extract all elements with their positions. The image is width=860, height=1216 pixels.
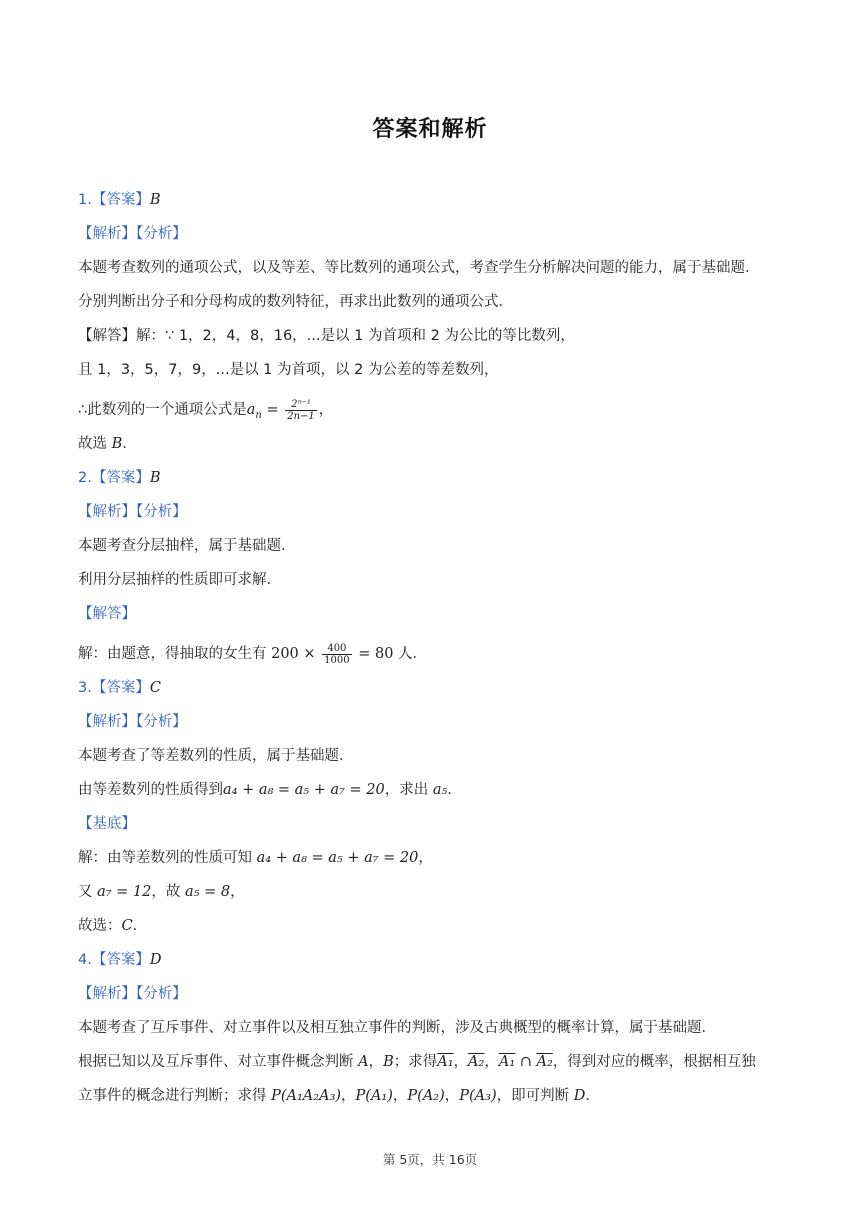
- q1-formula-sub: n: [255, 409, 262, 421]
- q1-fraction-numerator: 2ⁿ⁻¹: [285, 399, 317, 411]
- q1-fraction: [285, 399, 317, 422]
- q2-answer-line: [78, 464, 783, 498]
- q3-choice-prefix: 故选：: [78, 918, 122, 934]
- q3-choice-suffix: ．: [132, 918, 148, 934]
- q1-paragraph: 分别判断出分子和分母构成的数列特征，再求出此数列的通项公式．: [78, 294, 513, 310]
- q3-paragraph: 本题考查了等差数列的性质，属于基础题．: [78, 748, 354, 764]
- q4-text: ；求得: [393, 1054, 438, 1070]
- q4-paragraph: [78, 1048, 783, 1082]
- q4-paragraph: 本题考查了互斥事件、对立事件以及相互独立事件的判断，涉及古典概型的概率计算，属于基础题．: [78, 1020, 716, 1036]
- q2-solution-tag: 【解答】: [78, 606, 136, 622]
- q1-choice-line: [78, 430, 783, 464]
- page-footer: 第 5页，共 16页: [382, 1152, 478, 1167]
- q3-paragraph: [78, 878, 783, 912]
- solutions-body: [78, 186, 783, 1116]
- q1-choice-suffix: ．: [122, 436, 137, 452]
- q4-math: B: [383, 1054, 394, 1070]
- q2-fraction: [322, 643, 351, 666]
- q1-section-tags: 【解析】【分析】: [78, 226, 187, 242]
- q4-paragraph: [78, 1082, 783, 1116]
- q1-formula-line: [78, 390, 783, 430]
- q2-number: 2.: [78, 470, 92, 486]
- q4-math-complement: A₂: [468, 1054, 485, 1070]
- q4-text: ，: [368, 1054, 384, 1070]
- q4-text: 根据已知以及互斥事件、对立事件概念判断: [78, 1054, 359, 1070]
- q4-text: ，即可判断: [496, 1088, 574, 1104]
- q1-paragraph: 【解答】解：∵ 1，2，4，8，16，...是以 1 为首项和 2 为公比的等比数列，: [78, 328, 575, 344]
- q2-fraction-numerator: 400: [322, 643, 351, 655]
- q4-math-complement: A₂: [536, 1054, 553, 1070]
- q4-math: D: [573, 1088, 586, 1104]
- q3-paragraph: [78, 844, 783, 878]
- q4-math-cap: ∩: [515, 1054, 537, 1070]
- q4-section-tags: 【解析】【分析】: [78, 986, 187, 1002]
- q1-number: 1.: [78, 192, 92, 208]
- q2-formula-b: = 80: [353, 646, 394, 662]
- q4-answer: D: [149, 952, 162, 968]
- q3-math: a₄ + a₈ = a₅ + a₇ = 20: [223, 782, 385, 798]
- q1-paragraph: 且 1，3，5，7，9，...是以 1 为首项，以 2 为公差的等差数列，: [78, 362, 499, 378]
- q4-text: ，: [484, 1054, 499, 1070]
- q3-choice: C: [121, 918, 133, 934]
- q4-answer-tag: 【答案】: [91, 952, 150, 968]
- q2-formula-a: 200 ×: [271, 646, 321, 662]
- q2-answer: B: [149, 470, 161, 486]
- q2-paragraph: 本题考查分层抽样，属于基础题．: [78, 538, 296, 554]
- q4-math-complement: A₁: [498, 1054, 516, 1070]
- q3-text: ，: [418, 850, 433, 866]
- q1-formula-lhs: a: [246, 402, 256, 418]
- q3-answer-line: [78, 674, 783, 708]
- q3-text: 由等差数列的性质得到: [78, 782, 223, 798]
- q3-text: 解：由等差数列的性质可知: [78, 850, 257, 866]
- q4-text: ，: [453, 1054, 469, 1070]
- q1-paragraph: 本题考查数列的通项公式，以及等差、等比数列的通项公式，考查学生分析解决问题的能力，属于基础题．: [78, 260, 760, 276]
- q1-formula-eq: =: [261, 402, 284, 418]
- q3-math: a₅ = 8: [185, 884, 231, 900]
- q4-text: ，得到对应的概率，根据相互独: [552, 1054, 756, 1070]
- q1-formula-prefix: ∴此数列的一个通项公式是: [78, 402, 247, 418]
- q4-text: ．: [585, 1088, 600, 1104]
- q1-answer-line: [78, 186, 783, 220]
- q3-answer: C: [149, 680, 161, 696]
- q4-text: ，: [392, 1088, 408, 1104]
- q4-math-complement: A₁: [437, 1054, 454, 1070]
- q3-text: ，: [230, 884, 245, 900]
- q2-paragraph: 利用分层抽样的性质即可求解．: [78, 572, 281, 588]
- q4-text: ，: [444, 1088, 460, 1104]
- q2-formula-suffix: 人．: [393, 646, 428, 662]
- q3-number: 3.: [78, 680, 92, 696]
- q2-section-tags: 【解析】【分析】: [78, 504, 187, 520]
- q3-math: a₇ = 12: [97, 884, 152, 900]
- q3-text: ．: [447, 782, 462, 798]
- q3-math: a₅: [432, 782, 448, 798]
- q1-choice-prefix: 故选: [78, 436, 112, 452]
- q3-answer-tag: 【答案】: [91, 680, 150, 696]
- q1-formula-suffix: ，: [318, 402, 334, 418]
- q3-text: ，故: [151, 884, 185, 900]
- q3-section-tags: 【解析】【分析】: [78, 714, 187, 730]
- q3-text: 又: [78, 884, 98, 900]
- q4-text: ，: [341, 1088, 356, 1104]
- q4-math: P(A₁A₂A₃): [271, 1088, 342, 1104]
- q3-text: ，求出: [384, 782, 433, 798]
- q3-math: a₄ + a₈ = a₅ + a₇ = 20: [256, 850, 419, 866]
- q4-math: P(A₃): [459, 1088, 497, 1104]
- q3-basis-tag: 【基底】: [78, 816, 136, 832]
- q4-text: 立事件的概念进行判断；求得: [78, 1088, 272, 1104]
- q2-formula-prefix: 解：由题意，得抽取的女生有: [78, 646, 272, 662]
- q1-answer-tag: 【答案】: [91, 192, 150, 208]
- q4-number: 4.: [78, 952, 92, 968]
- q2-answer-tag: 【答案】: [91, 470, 150, 486]
- q2-formula-line: [78, 634, 783, 674]
- q1-choice: B: [111, 436, 123, 452]
- q1-fraction-denominator: 2n−1: [287, 410, 315, 422]
- q4-math: A: [358, 1054, 369, 1070]
- q4-math: P(A₁): [355, 1088, 393, 1104]
- q1-answer: B: [149, 192, 161, 208]
- q2-fraction-denominator: 1000: [324, 654, 350, 666]
- q4-answer-line: [78, 946, 783, 980]
- page-title: 答案和解析: [372, 117, 488, 142]
- q3-choice-line: [78, 912, 783, 946]
- q4-math: P(A₂): [407, 1088, 445, 1104]
- q3-paragraph: [78, 776, 783, 810]
